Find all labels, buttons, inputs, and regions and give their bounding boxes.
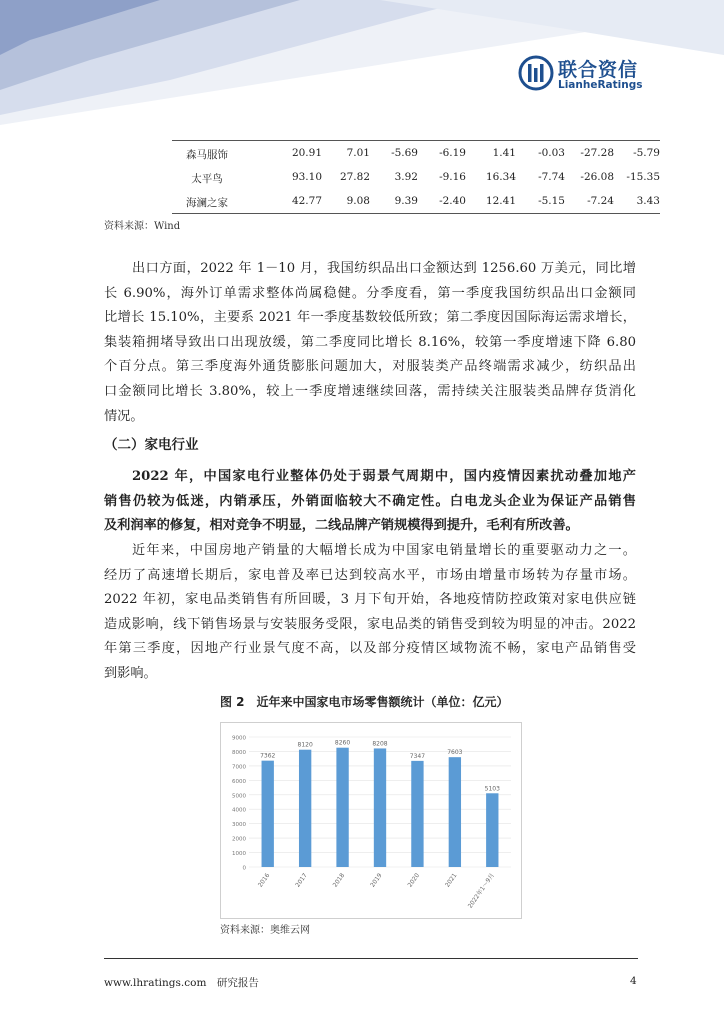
text-line: 比增长 15.10%，主要系 2021 年一季度基数较低所致；第二季度因国际海运需求增长， [104,310,636,326]
data-label: 8120 [297,741,313,749]
bar [374,748,386,867]
table-cell: -15.35 [626,171,660,183]
table-cell-company: 太平鸟 [191,173,223,185]
table-cell: -0.03 [538,147,565,159]
table-cell: 16.34 [485,171,516,183]
table-cell: -5.79 [633,147,660,159]
table-cell: 7.01 [346,147,370,159]
table-source: 资料来源：Wind [104,221,181,232]
footer-left: www.lhratings.com 研究报告 [104,977,259,989]
table-cell: 20.91 [291,147,322,159]
y-tick-label: 6000 [232,778,246,785]
text-line: 及利润率的修复，相对竞争不明显，二线品牌产销规模得到提升，毛利有所改善。 [104,518,579,534]
page-number: 4 [630,975,637,987]
y-tick-label: 2000 [232,836,246,843]
text-line: 长 6.90%，海外订单需求整体尚属稳健。分季度看，第一季度我国纺织品出口金额同 [104,285,636,301]
x-tick-label: 2019 [369,872,384,889]
bar [449,757,461,867]
table-cell: -9.16 [439,171,466,183]
table-cell: 93.10 [291,171,322,183]
y-tick-label: 8000 [232,749,246,756]
section-title: （二）家电行业 [104,437,199,453]
y-tick-label: 0 [242,865,246,872]
table-bottom-rule [172,213,660,214]
table-cell: -6.19 [439,147,466,159]
retail-sales-chart [220,722,522,919]
text-line: 经历了高速增长期后，家电普及率已达到较高水平，市场由增量市场转为存量市场。 [104,567,636,583]
brand-logo [518,55,648,95]
text-line: 个百分点。第三季度海外通货膨胀问题加大，对服装类产品终端需求减少，纺织品出 [104,359,636,375]
figure-source: 资料来源：奥维云网 [220,925,310,936]
table-cell: 3.92 [394,171,418,183]
x-tick-label: 2018 [331,872,347,889]
brand-name-cn: 联合资信 [558,59,639,81]
table-cell: 27.82 [339,171,370,183]
data-label: 8260 [334,739,351,747]
table-row [172,167,660,189]
table-cell: 42.77 [291,195,322,207]
text-line: 出口方面，2022 年 1－10 月，我国纺织品出口金额达到 1256.60 万美元，同比增 [132,261,636,276]
table-cell: 1.41 [492,147,516,159]
lianhe-logo-icon [518,55,554,91]
text-line: 集装箱拥堵导致出口出现放缓，第二季度同比增长 8.16%，较第一季度增速下降 6.80 [104,334,636,350]
y-tick-label: 4000 [232,807,246,814]
text-line: 销售仍较为低迷，内销承压，外销面临较大不确定性。白电龙头企业为保证产品销售 [104,493,636,509]
figure-caption: 图 2 近年来中国家电市场零售额统计（单位：亿元） [220,695,509,709]
table-cell-company: 海澜之家 [186,197,228,209]
table-cell: -26.08 [580,171,614,183]
table-row [172,143,660,165]
table-cell: -7.24 [587,195,614,207]
bar [486,793,498,867]
data-label: 7347 [409,752,426,760]
x-tick-label: 2021 [443,872,459,889]
text-line: 2022 年，中国家电行业整体仍处于弱景气周期中，国内疫情因素扰动叠加地产 [132,469,636,484]
y-tick-label: 9000 [232,735,246,742]
data-label: 5103 [484,785,500,793]
x-tick-label: 2020 [406,872,422,889]
y-tick-label: 1000 [232,851,246,858]
x-tick-label: 2017 [294,872,309,889]
table-top-rule [172,140,660,141]
table-cell: -27.28 [580,147,614,159]
bar [262,761,274,867]
text-line: 口金额同比增长 3.80%，较上一季度增速继续回落，需持续关注服装类品牌存货消化 [104,383,636,399]
table-cell: -7.74 [538,171,565,183]
text-line: 2022 年初，家电品类销售有所回暖，3 月下旬开始，各地疫情防控政策对家电供应链 [104,592,636,608]
table-cell: -2.40 [439,195,466,207]
y-tick-label: 7000 [232,764,246,771]
y-tick-label: 3000 [232,822,246,829]
x-tick-label: 2022年1～9月 [466,872,496,910]
table-cell: 3.43 [636,195,660,207]
paragraph-summary [104,465,636,539]
chart-canvas [221,723,521,918]
table-cell-company: 森马服饰 [186,149,228,161]
table-cell: -5.69 [391,147,418,159]
table-cell: 12.41 [485,195,516,207]
table-row [172,191,660,213]
text-line: 年第三季度，因地产行业景气度不高，以及部分疫情区域物流不畅，家电产品销售受 [104,641,636,657]
text-line: 造成影响，线下销售场景与安装服务受限，家电品类的销售受到较为明显的冲击。2022 [104,616,636,632]
table-cell: 9.08 [346,195,370,207]
paragraph-export [104,257,636,429]
data-label: 8208 [372,740,388,748]
x-tick-label: 2016 [256,872,272,889]
text-line: 近年来，中国房地产销量的大幅增长成为中国家电销量增长的重要驱动力之一。 [132,543,636,558]
paragraph-appliance [104,539,636,687]
table-cell: -5.15 [538,195,565,207]
text-line: 到影响。 [104,665,157,681]
text-line: 情况。 [104,408,144,424]
table-cell: 9.39 [394,195,418,207]
brand-name-en: LianheRatings [558,79,643,91]
bar [411,761,423,867]
data-label: 7362 [260,752,276,760]
data-label: 7603 [447,749,463,757]
y-tick-label: 5000 [232,793,246,800]
bar [299,750,311,867]
bar [336,748,348,867]
footer-rule [104,958,638,959]
